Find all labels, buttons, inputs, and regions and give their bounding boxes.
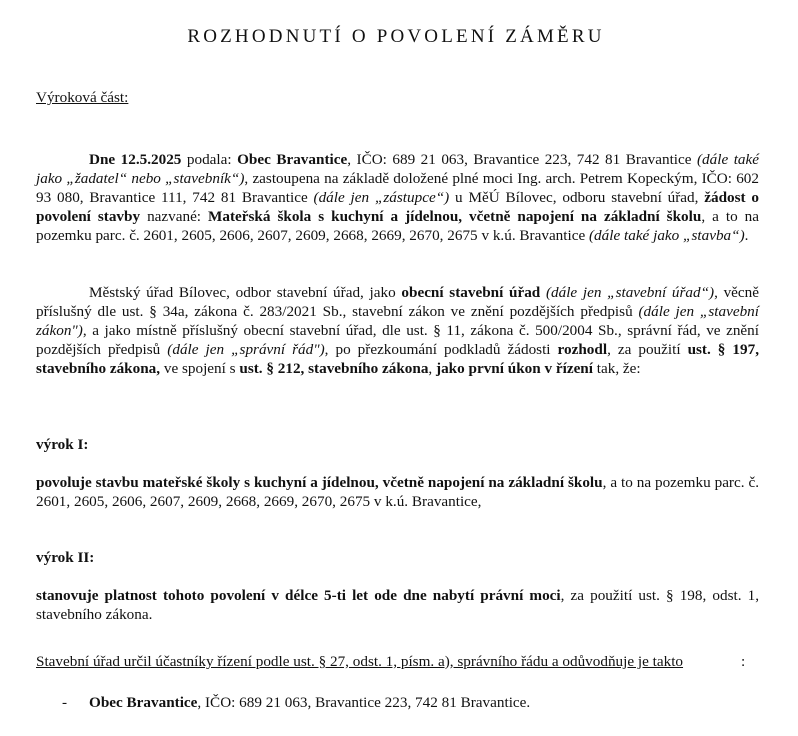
participants-heading-colon: : bbox=[741, 653, 746, 670]
participant-item: Obec Bravantice, IČO: 689 21 063, Bravantice 223, 742 81 Bravantice. bbox=[89, 694, 531, 711]
application-date: Dne 12.5.2025 bbox=[89, 151, 182, 168]
application-paragraph: Dne 12.5.2025 podala: Obec Bravantice, IČO: 689 21 063, Bravantice 223, 742 81 Bravantice (dále také jako „žadatel“ nebo „stavebník“), zastoupena na základě doložené plné moci Ing. arch. Petrem Kopeckým, IČO: 602 93 080, Bravantice 111, 742 81 Bravantice (dále jen „zástupce“) u MěÚ Bílovec, odboru stavební úřad, žádost o povolení stavby nazvané: Mateřská škola s kuchyní a jídelnou, včetně napojení na základní školu, a to na pozemku parc. č. 2601, 2605, 2606, 2607, 2609, 2668, 2669, 2670, 2675 v k.ú. Bravantice (dále také jako „stavba“). bbox=[36, 151, 760, 244]
document-title: ROZHODNUTÍ O POVOLENÍ ZÁMĚRU bbox=[187, 26, 605, 47]
applicant-name: Obec Bravantice bbox=[237, 151, 348, 168]
project-name: Mateřská škola s kuchyní a jídelnou, včetně napojení na základní školu bbox=[208, 208, 702, 225]
participant-bullet: - bbox=[62, 694, 68, 711]
verdict-2-text: stanovuje platnost tohoto povolení v délce 5-ti let ode dne nabytí právní moci, za použití ust. § 198, odst. 1, stavebního zákona. bbox=[36, 587, 759, 623]
authority-paragraph: Městský úřad Bílovec, odbor stavební úřad, jako obecní stavební úřad (dále jen „stavební úřad“), věcně příslušný dle ust. § 34a, zákona č. 283/2021 Sb., stavební zákon ve znění pozdějších předpisů (dále jen „stavební zákon"), a jako místně příslušný obecní stavební úřad, dle ust. § 11, zákona č. 500/2004 Sb., správní řád, ve znění pozdějších předpisů (dále jen „správní řád"), po přezkoumání podkladů žádosti rozhodl, za použití ust. § 197, stavebního zákona, ve spojení s ust. § 212, stavebního zákona, jako první úkon v řízení tak, že: bbox=[36, 284, 759, 377]
participants-heading: Stavební úřad určil účastníky řízení podle ust. § 27, odst. 1, písm. a), správního řádu a odůvodňuje je takto bbox=[36, 653, 684, 670]
verdict-2-label: výrok II: bbox=[36, 549, 95, 566]
verdict-1-text: povoluje stavbu mateřské školy s kuchyní a jídelnou, včetně napojení na základní školu, a to na pozemku parc. č. 2601, 2605, 2606, 2607, 2609, 2668, 2669, 2670, 2675 v k.ú. Bravantice, bbox=[36, 474, 759, 510]
verdict-1-label: výrok I: bbox=[36, 436, 89, 453]
section-heading: Výroková část: bbox=[36, 89, 129, 106]
